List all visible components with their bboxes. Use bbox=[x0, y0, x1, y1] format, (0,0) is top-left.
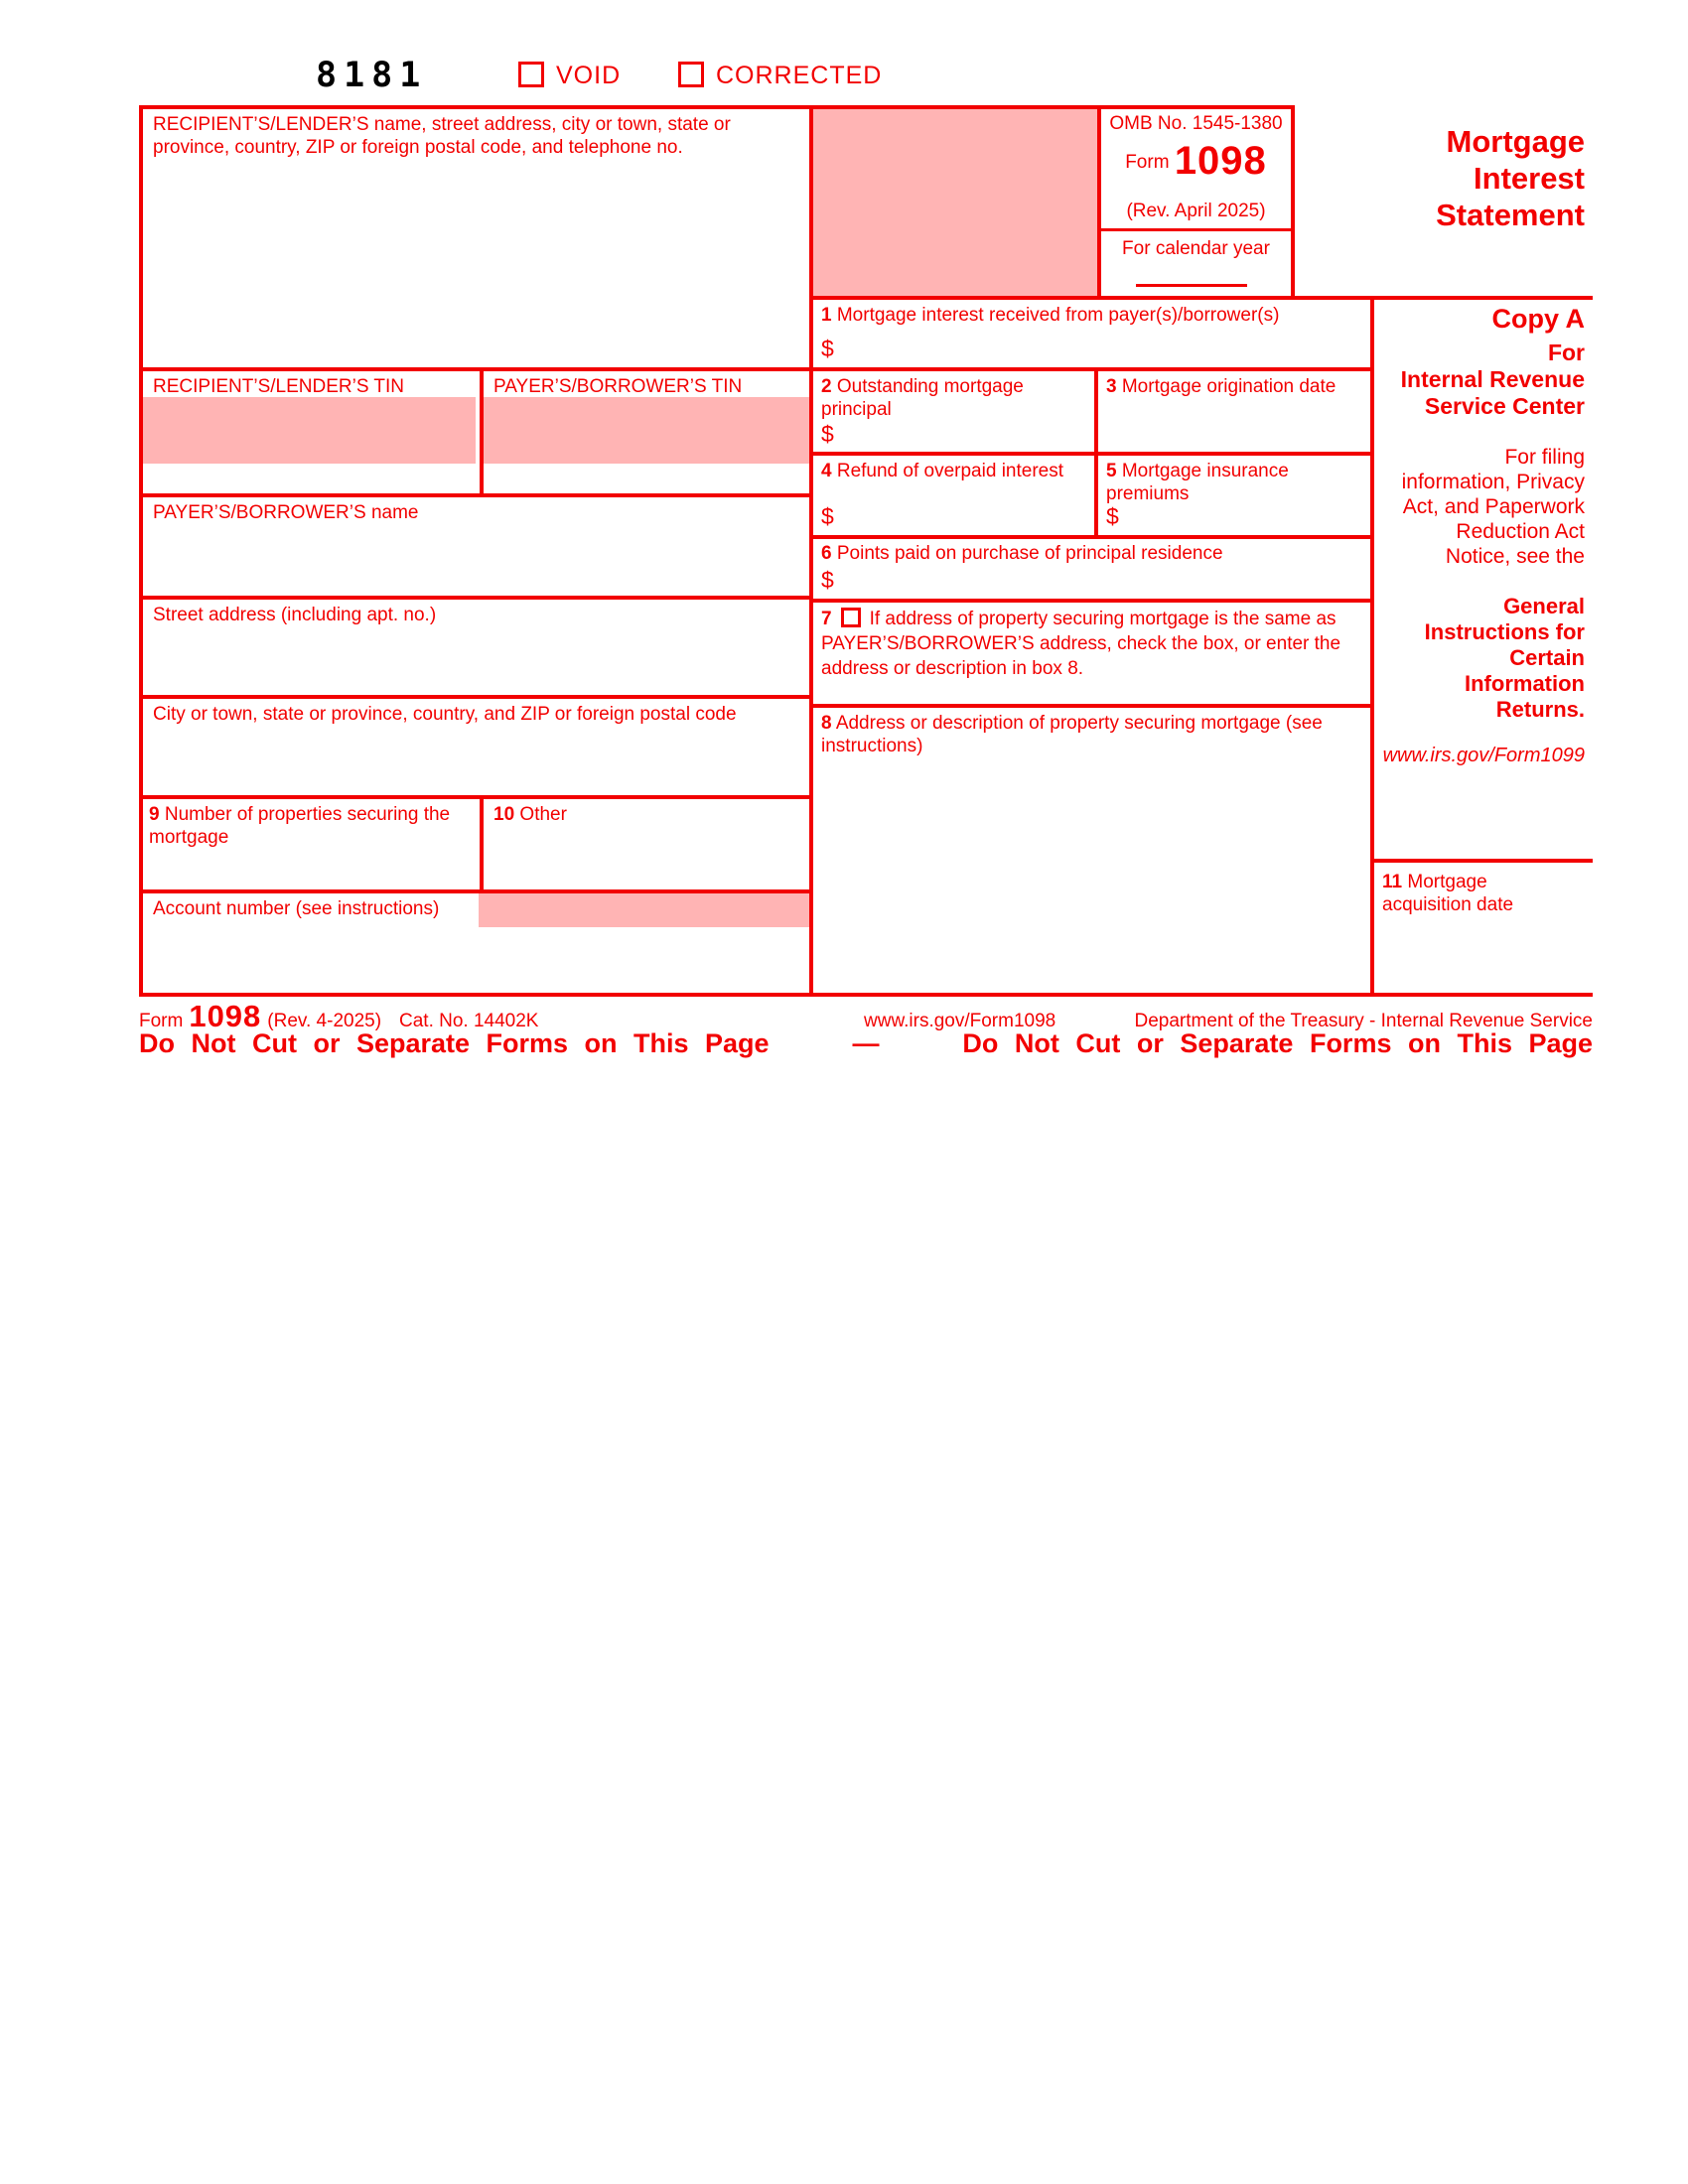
form-number: 1098 bbox=[1174, 139, 1267, 183]
box8-label: 8 Address or description of property securing mortgage (see instructions) bbox=[821, 713, 1323, 756]
city-label: City or town, state or province, country, and ZIP or foreign postal code bbox=[153, 704, 737, 725]
box2-dollar-sign: $ bbox=[821, 421, 834, 447]
do-not-cut-dash: — bbox=[852, 1028, 880, 1058]
calendar-year-input[interactable] bbox=[1136, 284, 1247, 287]
box7-label: 7 If address of property securing mortgage is the same as PAYER’S/BORROWER’S address, check the box, or enter the address or description in box 8. bbox=[821, 609, 1341, 679]
form1099-url[interactable]: www.irs.gov/Form1099 bbox=[1382, 745, 1585, 766]
copy-a-divider-line bbox=[1370, 296, 1593, 300]
box5-dollar-sign: $ bbox=[1106, 503, 1119, 529]
calendar-year-label: For calendar year bbox=[1122, 238, 1270, 259]
box11-label: 11 Mortgage acquisition date bbox=[1382, 872, 1514, 915]
box11-top-line bbox=[1370, 859, 1593, 863]
entry-shaded-area[interactable] bbox=[809, 105, 1101, 300]
form-word: Form bbox=[1125, 152, 1170, 173]
box6-dollar-sign: $ bbox=[821, 567, 834, 593]
recipient-tin-field[interactable] bbox=[143, 397, 476, 464]
box10-label: 10 Other bbox=[493, 804, 567, 825]
corrected-label: CORRECTED bbox=[716, 62, 883, 89]
box9-number: 9 bbox=[149, 804, 160, 825]
omb-number: OMB No. 1545-1380 bbox=[1109, 113, 1283, 134]
department-label: Department of the Treasury - Internal Revenue Service bbox=[1134, 1011, 1593, 1031]
general-instructions-text: General Instructions for Certain Information Returns. bbox=[1424, 594, 1585, 722]
for-irs-label: For Internal Revenue Service Center bbox=[1400, 340, 1585, 419]
box1-dollar-sign: $ bbox=[821, 336, 834, 361]
box9-label: 9 Number of properties securing the mortgage bbox=[149, 804, 451, 848]
corrected-checkbox[interactable] bbox=[678, 62, 704, 87]
box4-dollar-sign: $ bbox=[821, 503, 834, 529]
form1098-url[interactable]: www.irs.gov/Form1098 bbox=[864, 1011, 1056, 1031]
box3-label: 3 Mortgage origination date bbox=[1106, 376, 1336, 397]
void-checkbox[interactable] bbox=[518, 62, 544, 87]
copy-a-label: Copy A bbox=[1491, 304, 1585, 334]
form-title: Mortgage Interest Statement bbox=[1436, 124, 1585, 232]
do-not-cut-left: Do Not Cut or Separate Forms on This Page bbox=[139, 1028, 770, 1058]
box7-checkbox[interactable] bbox=[841, 608, 861, 627]
filing-information-text: For filing information, Privacy Act, and Paperwork Reduction Act Notice, see the bbox=[1401, 446, 1585, 568]
recipient-info-label: RECIPIENT’S/LENDER’S name, street address, city or town, state or province, country, ZIP or foreign postal code, and telephone no. bbox=[153, 114, 731, 158]
payer-name-label: PAYER’S/BORROWER’S name bbox=[153, 502, 419, 523]
print-code: 8181 bbox=[316, 56, 428, 95]
do-not-cut-right: Do Not Cut or Separate Forms on This Page bbox=[962, 1028, 1593, 1058]
form-number-block bbox=[1097, 139, 1295, 184]
catalog-number: Cat. No. 14402K bbox=[399, 1011, 539, 1031]
box11-bottom-line bbox=[1370, 993, 1593, 997]
box5-label: 5 Mortgage insurance premiums bbox=[1106, 461, 1289, 504]
payer-tin-field[interactable] bbox=[484, 397, 809, 464]
box6-label: 6 Points paid on purchase of principal residence bbox=[821, 543, 1223, 564]
do-not-cut-banner bbox=[139, 1028, 1593, 1059]
box10-number: 10 bbox=[493, 804, 515, 825]
footer-form-number: 1098 bbox=[189, 999, 262, 1033]
street-address-label: Street address (including apt. no.) bbox=[153, 605, 437, 625]
recipient-tin-label: RECIPIENT’S/LENDER’S TIN bbox=[153, 376, 405, 397]
footer-form-word: Form bbox=[139, 1011, 184, 1031]
box1-label: 1 Mortgage interest received from payer(s)/borrower(s) bbox=[821, 305, 1280, 326]
box4-label: 4 Refund of overpaid interest bbox=[821, 461, 1063, 481]
omb-divider-line bbox=[1097, 228, 1295, 231]
box2-label: 2 Outstanding mortgage principal bbox=[821, 376, 1024, 420]
account-number-label: Account number (see instructions) bbox=[153, 898, 440, 919]
payer-tin-label: PAYER’S/BORROWER’S TIN bbox=[493, 376, 743, 397]
void-label: VOID bbox=[556, 62, 622, 89]
account-number-field[interactable] bbox=[479, 893, 809, 927]
revision-label: (Rev. April 2025) bbox=[1126, 201, 1266, 221]
footer-revision: (Rev. 4-2025) bbox=[267, 1011, 382, 1031]
